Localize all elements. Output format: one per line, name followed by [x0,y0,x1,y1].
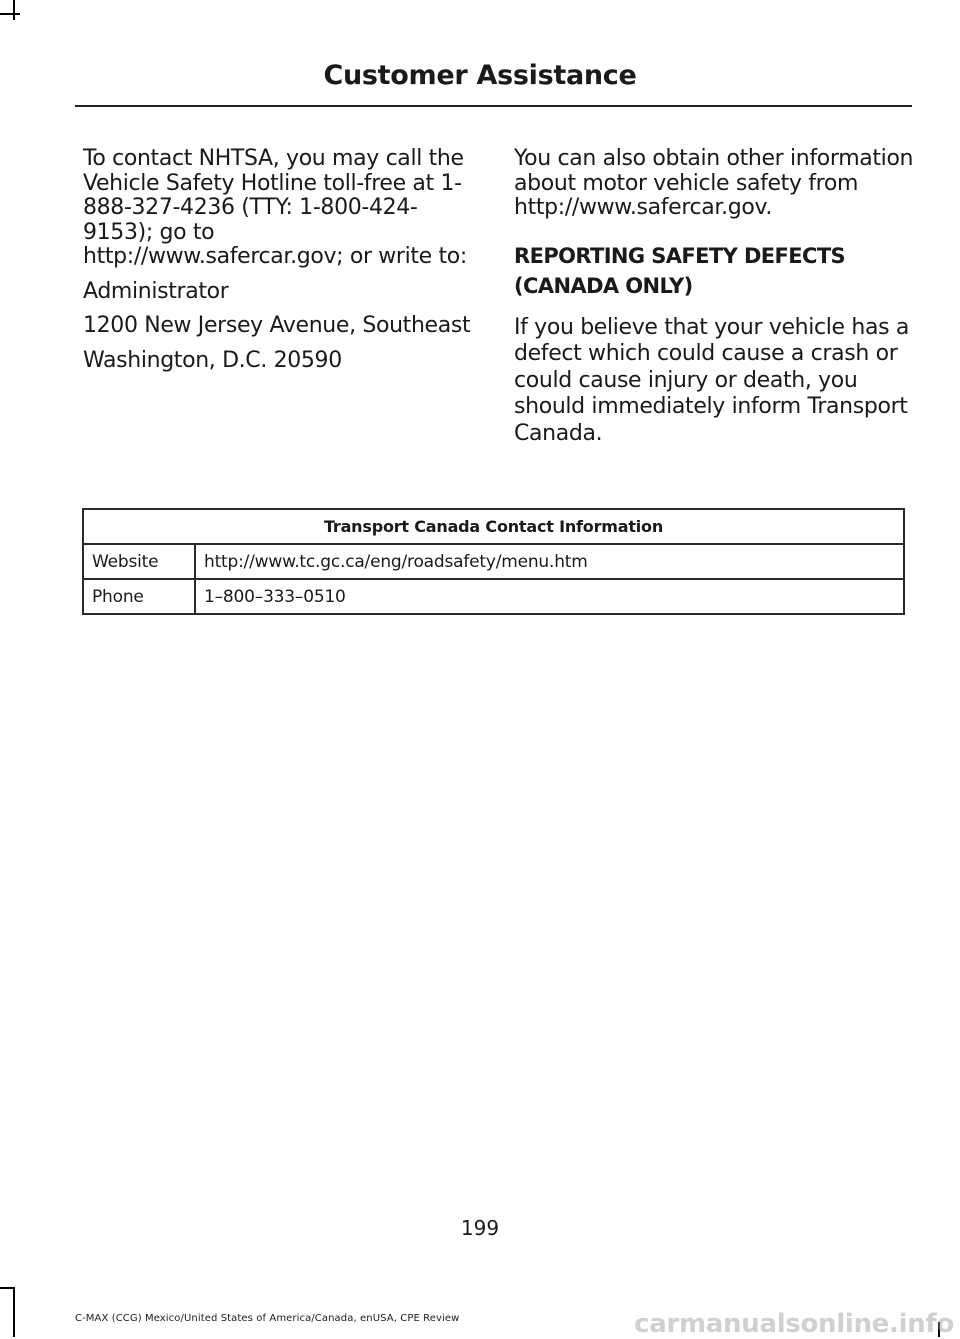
address-line-title: Administrator [83,278,229,304]
crop-mark [13,1287,15,1337]
crop-mark [0,13,20,15]
document-info: C-MAX (CCG) Mexico/United States of America/Canada, enUSA, CPE Review [75,1313,460,1324]
right-column [514,147,914,457]
watermark: carmanualsonline.info [634,1309,954,1339]
phone-label: Phone [83,579,195,614]
table-header-row [83,509,904,544]
phone-value: 1–800–333–0510 [195,579,904,614]
crop-mark [0,1287,14,1289]
nhtsa-contact-paragraph: To contact NHTSA, you may call the Vehicle Safety Hotline toll-free at 1-888-327-4236 (TTY: 1-800-424-9153); go to http://www.safercar.gov; or write to: [83,146,467,269]
page-number: 199 [460,1216,500,1240]
website-value: http://www.tc.gc.ca/eng/roadsafety/menu.htm [195,544,904,579]
address-line-street: 1200 New Jersey Avenue, Southeast [83,313,471,338]
table-row [83,544,904,579]
section-heading [514,241,914,301]
table-row [83,579,904,614]
page-title: Customer Assistance [323,60,637,91]
section-heading-line2: (CANADA ONLY) [514,273,693,298]
website-label: Website [83,544,195,579]
defect-report-paragraph: If you believe that your vehicle has a defect which could cause a crash or could cause injury or death, you should immediately inform Transport Canada. [514,314,909,446]
contact-table [82,508,905,615]
header-divider [75,105,912,107]
safety-info-paragraph: You can also obtain other information about motor vehicle safety from http://www.safercar.gov. [514,146,914,220]
table-caption: Transport Canada Contact Information [83,509,904,544]
left-column [83,147,473,383]
address-line-city: Washington, D.C. 20590 [83,347,342,373]
crop-mark [13,0,15,20]
section-heading-line1: REPORTING SAFETY DEFECTS [514,243,846,268]
